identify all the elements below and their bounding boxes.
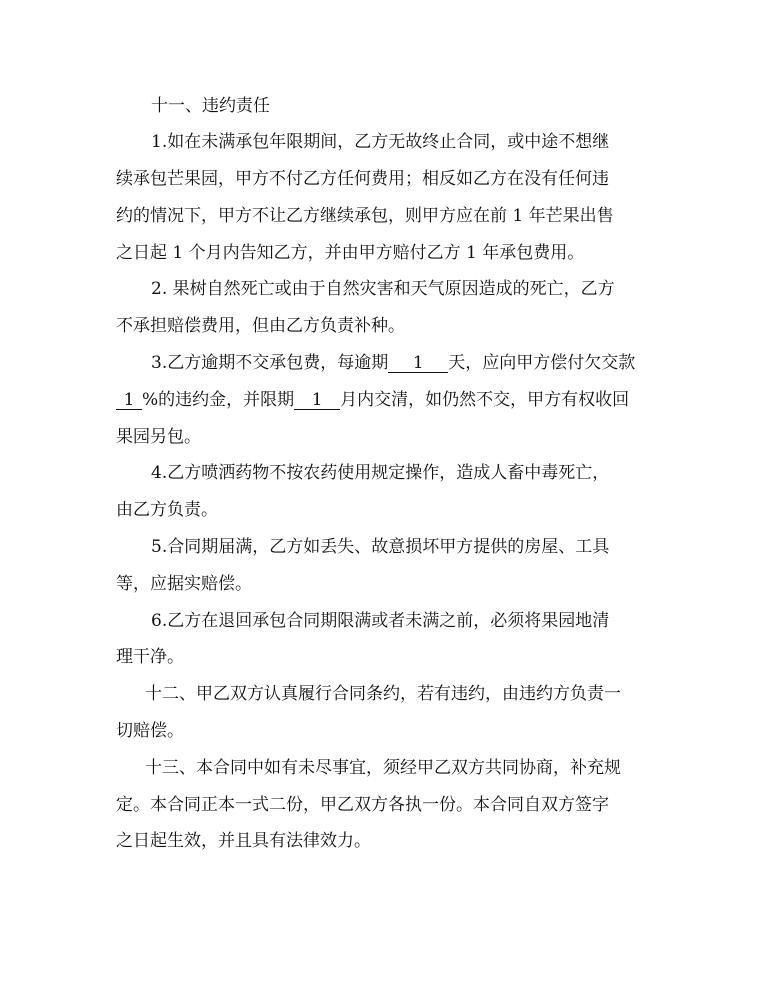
item-3-line-2 (116, 389, 629, 411)
item-3-line-2-text-b: 月内交清，如仍然不交，甲方有权收回 (340, 390, 630, 410)
item-3-line-2-text-a: %的违约金，并限期 (142, 390, 295, 410)
item-1-line-2: 续承包芒果园，甲方不付乙方任何费用；相反如乙方在没有任何违 (116, 169, 609, 189)
section-12-line-1: 十二、甲乙双方认真履行合同条约，若有违约，由违约方负责一 (145, 684, 621, 704)
item-1-line-4: 之日起 1 个月内告知乙方，并由甲方赔付乙方 1 年承包费用。 (116, 243, 585, 263)
item-4-line-1: 4.乙方喷洒药物不按农药使用规定操作，造成人畜中毒死亡， (151, 463, 610, 483)
item-1-line-3: 约的情况下，甲方不让乙方继续承包，则甲方应在前 1 年芒果出售 (116, 206, 614, 226)
item-6-line-1: 6.乙方在退回承包合同期限满或者未满之前，必须将果园地清 (151, 611, 610, 631)
payment-deadline-blank: 1 (294, 391, 340, 410)
item-4-line-2: 由乙方负责。 (116, 500, 218, 520)
item-2-line-2: 不承担赔偿费用，但由乙方负责补种。 (116, 316, 405, 336)
item-5-line-1: 5.合同期届满，乙方如丢失、故意损坏甲方提供的房屋、工具 (151, 537, 610, 557)
item-2-line-1: 2. 果树自然死亡或由于自然灾害和天气原因造成的死亡，乙方 (151, 279, 615, 299)
item-3-line-1-text-a: 3.乙方逾期不交承包费，每逾期 (151, 353, 389, 373)
section-13-line-1: 十三、本合同中如有未尽事宜，须经甲乙双方共同协商，补充规 (145, 758, 621, 778)
item-3-line-1 (151, 352, 635, 374)
section-13-line-3: 之日起生效，并且具有法律效力。 (116, 831, 371, 851)
item-6-line-2: 理干净。 (116, 647, 184, 667)
section-13-line-2: 定。本合同正本一式二份，甲乙双方各执一份。本合同自双方签字 (116, 795, 609, 815)
item-1-line-1: 1.如在未满承包年限期间，乙方无故终止合同，或中途不想继 (151, 132, 610, 152)
penalty-percent-blank: 1 (116, 391, 142, 410)
item-5-line-2: 等，应据实赔偿。 (116, 574, 252, 594)
overdue-days-blank: 1 (388, 354, 448, 373)
item-3-line-1-text-b: 天，应向甲方偿付欠交款 (448, 353, 636, 373)
section-11-heading: 十一、违约责任 (151, 96, 270, 116)
item-3-line-3: 果园另包。 (116, 427, 201, 447)
section-12-line-2: 切赔偿。 (116, 721, 184, 741)
